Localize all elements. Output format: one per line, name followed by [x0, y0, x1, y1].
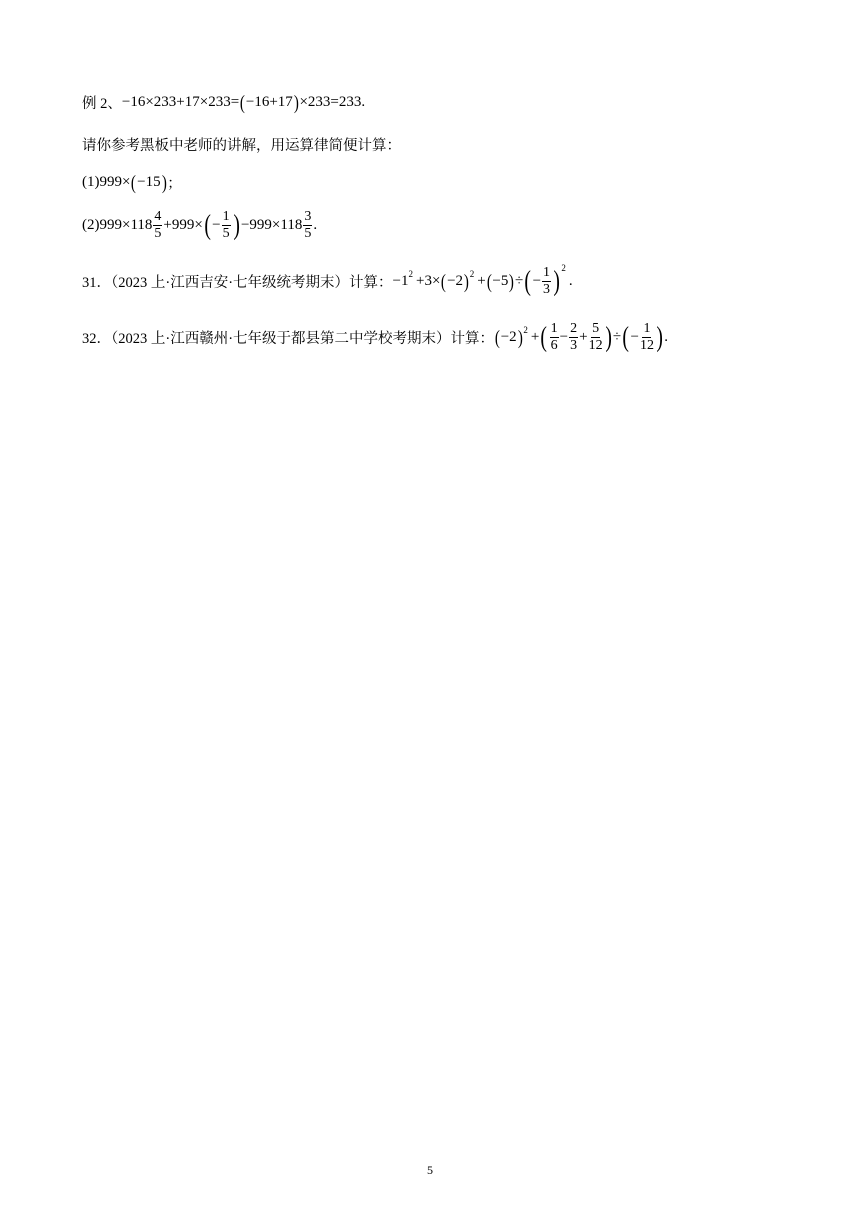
- paren-close: ): [604, 321, 612, 353]
- minus-sign: −: [559, 329, 569, 345]
- minus-sign: −: [532, 273, 542, 289]
- fraction: [303, 210, 312, 241]
- fraction: [542, 266, 551, 297]
- fraction-denominator: 3: [570, 338, 578, 353]
- exponent: 2: [561, 262, 566, 273]
- q1-end: ；: [167, 176, 182, 192]
- fraction: [153, 210, 162, 241]
- fraction-denominator: 12: [588, 338, 603, 353]
- q32-p1-inner: −2: [500, 329, 517, 345]
- paren-open: (: [540, 321, 548, 353]
- fraction-denominator: 3: [543, 282, 551, 297]
- fraction-numerator: 3: [304, 209, 312, 224]
- fraction: [640, 322, 654, 353]
- q31-end: .: [568, 273, 573, 289]
- minus-sign: −: [212, 217, 221, 233]
- paren-close: ): [553, 265, 560, 297]
- exponent: 2: [469, 268, 475, 279]
- fraction-denominator: 5: [154, 226, 162, 241]
- paren-close: ): [509, 270, 515, 293]
- fraction: [589, 322, 603, 353]
- q1-label: (1): [82, 174, 100, 190]
- q31-label: 31．（2023 上·江西吉安·七年级统考期末）计算：: [82, 275, 393, 291]
- fraction-numerator: 1: [543, 265, 551, 280]
- paren-close: ): [233, 209, 240, 241]
- paren-open: (: [486, 270, 492, 293]
- q31-term1: −1: [392, 273, 409, 289]
- q2-label: (2): [82, 217, 100, 233]
- q31-term2: +3×: [416, 273, 441, 289]
- paren-open: (: [524, 265, 532, 297]
- q1-expr: 999×: [99, 174, 131, 190]
- example-2-expr: −16×233+17×233=: [121, 94, 240, 110]
- fraction-denominator: 6: [550, 338, 558, 353]
- q31-p1-inner: −2: [447, 273, 464, 289]
- fraction-denominator: 5: [222, 226, 230, 241]
- paren-open: (: [131, 171, 137, 194]
- q2-b: +999×: [163, 217, 203, 233]
- q32-label: 32．（2023 上·江西赣州·七年级于都县第二中学校考期末）计算：: [82, 331, 495, 347]
- plus-sign: +: [579, 329, 588, 345]
- fraction-numerator: 4: [154, 209, 162, 224]
- example-2-end: .: [361, 94, 366, 110]
- paren-close: ): [656, 321, 663, 353]
- paren-close: ): [517, 326, 523, 349]
- exponent: 2: [408, 268, 413, 279]
- q2-c: −999×118: [240, 217, 303, 233]
- paren-open: (: [204, 209, 211, 241]
- fraction-numerator: 5: [592, 321, 600, 336]
- example-2-rest: ×233=233: [299, 94, 362, 110]
- fraction-numerator: 1: [643, 321, 651, 336]
- question-31: [82, 262, 573, 297]
- q1-inner: −15: [137, 174, 161, 190]
- q2-a: 999×118: [99, 217, 153, 233]
- q32-plus: +: [530, 329, 540, 345]
- paren-close: ): [463, 270, 469, 293]
- q32-divide: ÷: [612, 329, 622, 345]
- paren-open: (: [494, 326, 500, 349]
- instruction-text: 请你参考黑板中老师的讲解，用运算律简便计算：: [82, 138, 401, 154]
- q32-end: .: [664, 329, 669, 345]
- page-number: 5: [427, 1163, 433, 1177]
- q31-divide: ÷: [515, 273, 524, 289]
- minus-sign: −: [630, 329, 639, 345]
- fraction-numerator: 1: [222, 209, 230, 224]
- fraction-denominator: 12: [639, 338, 654, 353]
- paren-open: (: [240, 91, 246, 114]
- exponent: 2: [523, 324, 528, 335]
- fraction-numerator: 2: [570, 321, 578, 336]
- instruction: [82, 134, 401, 155]
- question-2: [82, 210, 317, 241]
- paren-open: (: [441, 270, 447, 293]
- fraction: [222, 210, 231, 241]
- example-2-label: 例 2、: [82, 96, 122, 112]
- q31-p2-inner: −5: [492, 273, 509, 289]
- question-32: [82, 322, 668, 353]
- example-2-inner: −16+17: [245, 94, 293, 110]
- q31-plus: +: [477, 273, 486, 289]
- paren-close: ): [293, 91, 299, 114]
- question-1: [82, 172, 182, 193]
- fraction: [569, 322, 578, 353]
- fraction: [550, 322, 559, 353]
- paren-open: (: [622, 321, 630, 353]
- example-2: [82, 92, 365, 113]
- q2-end: .: [313, 217, 318, 233]
- fraction-numerator: 1: [550, 321, 558, 336]
- fraction-denominator: 5: [304, 226, 312, 241]
- paren-close: ): [161, 171, 167, 194]
